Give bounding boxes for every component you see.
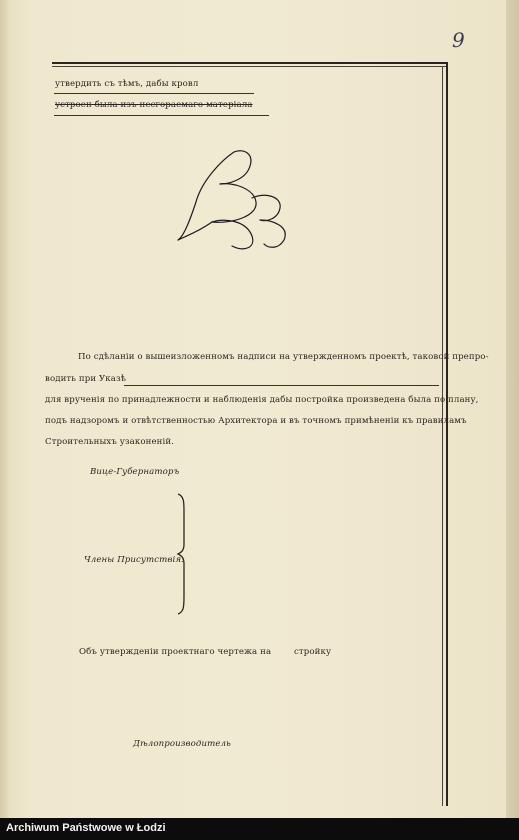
body-line-2: водить при Указѣ [45, 374, 127, 384]
header-underline-2 [54, 115, 269, 116]
header-line-1: утвердить съ тѣмъ, дабы кровл [55, 79, 199, 89]
vice-governor-label: Вице-Губернаторъ [90, 467, 180, 477]
header-underline-1 [54, 93, 254, 94]
page-number: 9 [452, 28, 465, 52]
frame-top-rule-inner [52, 66, 446, 67]
body-underline [124, 385, 439, 386]
clerk-label: Дѣлопроизводитель [133, 739, 231, 749]
body-line-4: подъ надзоромъ и отвѣтственностью Архитектора и въ точномъ примѣненіи къ правиламъ [45, 416, 467, 426]
page-left-shadow [0, 0, 10, 818]
body-line-3: для врученія по принадлежности и наблюденія дабы постройка произведена была по плану, [45, 395, 479, 405]
approval-text-left: Объ утвержденіи проектнаго чертежа на [79, 647, 272, 657]
frame-top-rule [52, 62, 446, 64]
header-line-2: устроен была изъ несгораемаго матеріала [55, 100, 253, 110]
frame-right-rule-inner [442, 66, 443, 806]
approval-text-right: стройку [294, 647, 332, 657]
body-line-5: Строительныхъ узаконеній. [45, 437, 174, 447]
archive-name: Archiwum Państwowe w Łodzi [6, 822, 166, 834]
frame-right-rule [446, 62, 448, 806]
body-line-1: По сдѣланіи о вышеизложенномъ надписи на утвержденномъ проектѣ, таковой препро- [78, 352, 489, 362]
archive-footer-bar [0, 818, 519, 840]
page-fold-edge [506, 0, 519, 818]
handwritten-monogram [172, 140, 302, 255]
members-label: Члены Присутствія: [84, 555, 185, 565]
